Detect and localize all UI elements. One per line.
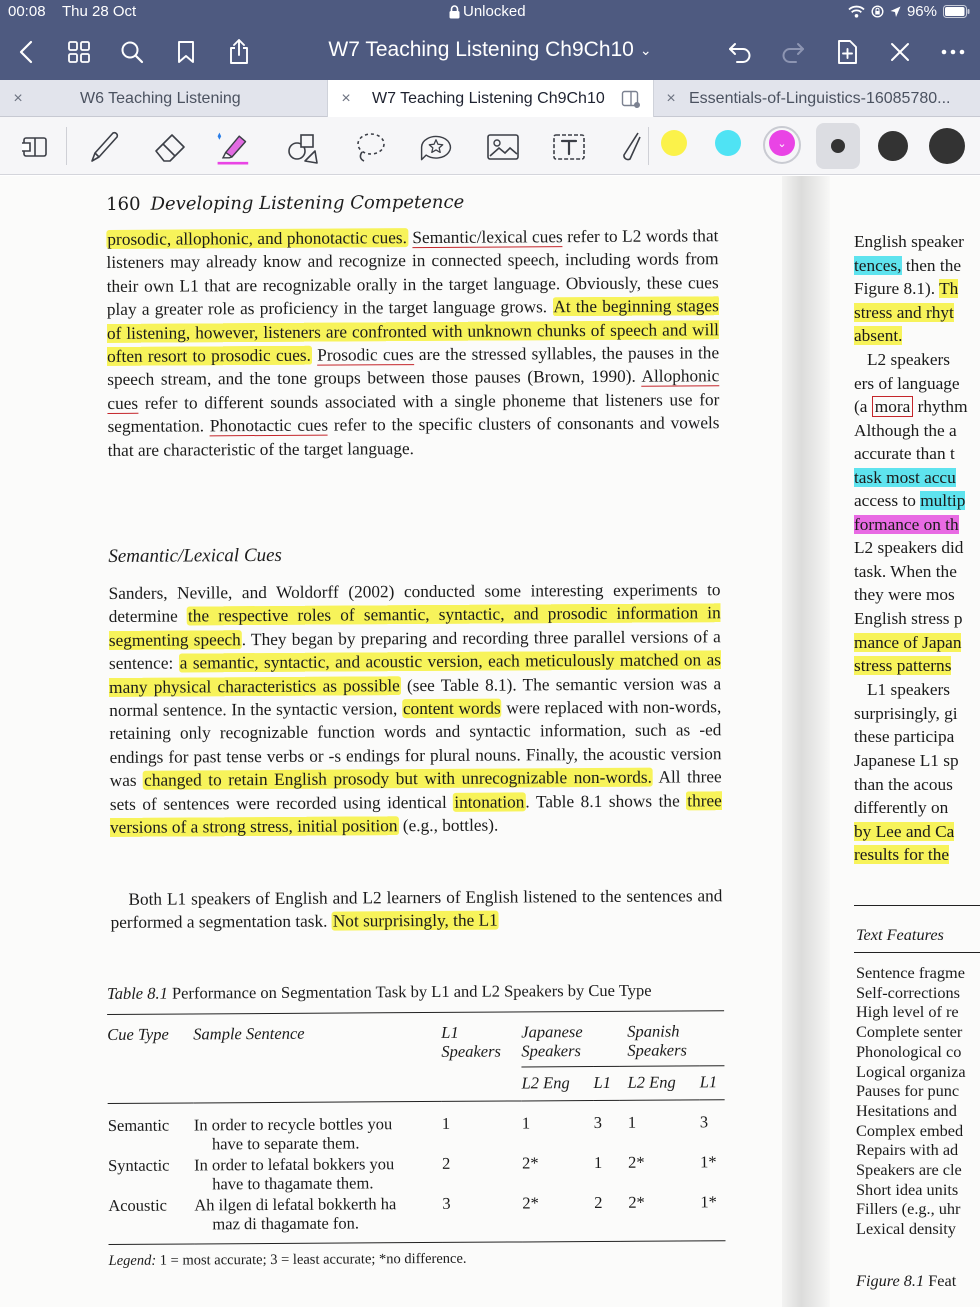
- text-features-rule: [854, 952, 980, 953]
- table-header-row: [107, 1012, 724, 1070]
- section-heading: Semantic/Lexical Cues: [108, 544, 282, 567]
- swatch-magenta[interactable]: [769, 130, 795, 156]
- right-page-line: [854, 631, 961, 654]
- highlighter-tool[interactable]: [214, 129, 250, 165]
- table-caption-text: Performance on Segmentation Task by L1 and L2 Speakers by Cue Type: [171, 980, 652, 1003]
- highlight: a semantic, syntactic, and acoustic version, each meticulously matched on as many physical characteristics as possible: [109, 650, 722, 697]
- cell-sp-l2: 2*: [628, 1193, 645, 1213]
- text-box-icon: [551, 131, 587, 163]
- header-spanish: Spanish Speakers: [619, 1012, 724, 1067]
- text-run: task. When the: [854, 562, 957, 581]
- reader-icon: [20, 134, 50, 160]
- table-body: [107, 1012, 725, 1246]
- image-icon: [486, 132, 520, 162]
- highlight: absent.: [854, 326, 903, 345]
- highlight: tences,: [854, 256, 902, 275]
- right-page-line: [854, 254, 961, 277]
- underline: Allophonic cues: [107, 366, 720, 413]
- text-feature-item: Complete senter: [856, 1022, 963, 1042]
- cell-sp-l1: 1*: [700, 1152, 717, 1172]
- header-sample: Sample Sentence: [193, 1024, 305, 1044]
- text-feature-item: Complex embed: [856, 1120, 964, 1140]
- table-row: [108, 1151, 725, 1195]
- right-page-line: [854, 678, 950, 701]
- sample-line: maz di thagamate fon.: [212, 1213, 360, 1234]
- status-date: Thu 28 Oct: [62, 3, 137, 20]
- swatch-yellow[interactable]: [661, 130, 687, 156]
- figure-label: Figure 8.1: [856, 1271, 925, 1290]
- subheader-sp-l2: L2 Eng: [627, 1072, 676, 1093]
- cell-l1: 3: [442, 1194, 451, 1214]
- cell-jp-l1: 1: [593, 1153, 603, 1173]
- cell-jp-l1: 2: [594, 1193, 603, 1213]
- text-feature-item: Self-corrections: [856, 982, 960, 1002]
- highlight: prosodic, allophonic, and phonotactic cues.: [107, 228, 407, 249]
- highlight: Th: [939, 279, 959, 298]
- document-title-text: W7 Teaching Listening Ch9Ch10: [328, 38, 634, 61]
- text-run: surprisingly, gi: [854, 704, 958, 723]
- right-page-line: [854, 466, 956, 489]
- thickness-large[interactable]: [929, 128, 965, 164]
- right-page-line: [854, 536, 963, 559]
- highlight: Not surprisingly, the L1: [332, 910, 498, 931]
- lock-icon: [449, 5, 460, 19]
- legend-label: Legend:: [108, 1253, 157, 1270]
- text-run: they were mos: [854, 585, 955, 604]
- eraser-tool[interactable]: [152, 129, 188, 165]
- more-button[interactable]: [937, 36, 969, 68]
- figure-caption: [856, 1271, 956, 1291]
- status-bar: [0, 0, 980, 24]
- text-run: Sanders, Neville, and Woldorff (2002) conducted some interesting experiments to determine: [108, 580, 721, 627]
- paragraph-experiment: [108, 578, 722, 839]
- right-page-line: [854, 513, 959, 536]
- thickness-medium[interactable]: [878, 131, 908, 161]
- page-gutter: [782, 176, 830, 1307]
- text-run: L2 speakers did: [854, 538, 964, 557]
- right-page-line: [854, 654, 951, 677]
- header-l1: L1 Speakers: [441, 1023, 501, 1062]
- battery-icon: [943, 5, 970, 18]
- text-run: . They began by preparing and recording three parallel versions of a sentence:: [108, 627, 721, 674]
- text-feature-item: Phonological co: [856, 1041, 962, 1061]
- text-features-rule: [854, 905, 980, 906]
- legend-text: 1 = most accurate; 3 = least accurate; *no difference.: [156, 1251, 467, 1270]
- underline: Phonotactic cues: [209, 415, 329, 436]
- page-number: 160: [106, 193, 141, 215]
- highlight: formance on th: [854, 515, 959, 534]
- add-page-icon: [836, 39, 858, 65]
- right-page-line: [854, 773, 953, 796]
- chevron-down-icon: ⌄: [777, 137, 787, 150]
- chevron-down-icon: ⌄: [639, 41, 652, 58]
- table-row: [108, 1191, 725, 1245]
- cell-sample: [194, 1192, 442, 1244]
- cell-sp-l2: 1: [627, 1113, 637, 1133]
- split-view-icon[interactable]: [621, 89, 641, 109]
- text-feature-item: Fillers (e.g., uhr: [856, 1199, 961, 1219]
- subheader-jp-l1: L1: [593, 1073, 611, 1093]
- swatch-cyan[interactable]: [715, 130, 741, 156]
- highlight: task most accu: [854, 468, 956, 487]
- right-page-line: [854, 419, 957, 442]
- cell-cue: Semantic: [107, 1115, 170, 1136]
- highlight: mance of Japan: [854, 633, 962, 652]
- highlight: At the beginning stages of listening, however, listeners are confronted with unknown chunks of speech and will often resort to prosodic cues.: [106, 296, 720, 366]
- right-page-line: [854, 749, 959, 772]
- cell-sample: [194, 1102, 442, 1154]
- cell-cue: Acoustic: [108, 1196, 168, 1216]
- image-tool[interactable]: [485, 129, 521, 165]
- right-page-line: [854, 442, 955, 465]
- cell-l1: 1: [441, 1114, 451, 1134]
- right-page-line: [854, 230, 964, 253]
- tab-label: W6 Teaching Listening: [80, 89, 241, 107]
- cell-jp-l1: 3: [593, 1113, 603, 1133]
- right-page-line: [854, 820, 954, 843]
- text-run: Both L1 speakers of English and L2 learners of English listened to the sentences and performed a segmentation task.: [110, 886, 723, 933]
- redo-button[interactable]: [777, 36, 809, 68]
- location-icon: [890, 6, 901, 18]
- text-run: All three sets of sentences were recorded using identical: [109, 767, 722, 814]
- right-page-line: [854, 843, 949, 866]
- text-feature-item: High level of re: [856, 1002, 959, 1022]
- highlight: changed to retain English prosody but with unrecognizable non-words.: [144, 767, 652, 790]
- text-run: accurate than t: [854, 444, 955, 463]
- tab-w7[interactable]: [327, 80, 654, 117]
- text-run: access to: [854, 491, 921, 510]
- subheader-jp-l2: L2 Eng: [521, 1073, 570, 1093]
- eraser-icon: [152, 129, 188, 165]
- table-caption: [107, 980, 724, 1004]
- table-subheader-row: [107, 1066, 724, 1104]
- sample-line: In order to recycle bottles you: [193, 1114, 393, 1135]
- highlight: by Lee and Ca: [854, 822, 955, 841]
- highlighter-icon: [214, 127, 250, 167]
- text-run: English speaker: [854, 232, 964, 251]
- cell-jp-l2: 2*: [522, 1193, 539, 1213]
- thickness-small[interactable]: [831, 139, 845, 153]
- lasso-tool[interactable]: [352, 129, 388, 165]
- table-8-1: [107, 980, 726, 1270]
- read-mode-button[interactable]: [17, 129, 53, 165]
- navigation-bar: [0, 24, 980, 80]
- cell-jp-l2: 2*: [521, 1153, 539, 1173]
- right-page-line: [854, 277, 958, 300]
- pen-tool[interactable]: [86, 129, 122, 165]
- close-icon[interactable]: ×: [341, 89, 351, 107]
- table-row: [108, 1100, 725, 1154]
- right-page-line: [854, 583, 955, 606]
- undo-button[interactable]: [724, 36, 756, 68]
- pencil-off-icon: [889, 41, 911, 63]
- running-head: [106, 192, 464, 215]
- status-right: [848, 3, 970, 20]
- cell-sample: [194, 1152, 442, 1194]
- sticker-icon: [418, 129, 454, 165]
- cell-cue: Syntactic: [107, 1155, 170, 1176]
- text-feature-item: Lexical density: [856, 1219, 956, 1239]
- text-run: (e.g., bottles).: [398, 815, 499, 836]
- sample-line: have to separate them.: [211, 1133, 360, 1154]
- text-feature-item: Sentence fragme: [856, 963, 965, 982]
- sample-line: In order to lefatal bokkers you: [193, 1154, 395, 1175]
- text-run: Figure 8.1).: [854, 279, 940, 298]
- pen-icon: [86, 129, 122, 165]
- text-run: refer to L2 words that listeners may already know and recognize in connected speech, including words from their own L1 that are recognizable orally in the target language. Obviously, these cues play a greater role as proficiency in the target language grows.: [106, 226, 719, 320]
- right-page-line: [854, 560, 957, 583]
- lock-status: [449, 3, 526, 20]
- lasso-icon: [352, 129, 388, 165]
- text-run: Japanese L1 sp: [854, 751, 959, 770]
- right-page-line: [854, 725, 954, 748]
- close-icon[interactable]: ×: [666, 89, 676, 107]
- highlight: content words: [402, 698, 501, 719]
- right-page-line: [854, 324, 902, 347]
- right-page-line: [854, 301, 954, 324]
- text-run: L2 speakers: [854, 350, 950, 369]
- text-run: . Table 8.1 shows the: [525, 791, 687, 812]
- toolbar-divider: [66, 127, 67, 165]
- document-canvas[interactable]: [0, 176, 980, 1307]
- table-legend: [109, 1250, 726, 1271]
- text-run: refer to the specific clusters of consonants and vowels that are characteristic of the target language.: [107, 413, 720, 460]
- underline: Semantic/lexical cues: [412, 227, 563, 248]
- text-run: rhythm: [913, 397, 968, 416]
- battery-percent: 96%: [906, 3, 937, 20]
- text-run: differently on: [854, 798, 949, 817]
- text-run: were replaced with non-words, retaining only recognizable function words and syntactic information, such as -ed endings for past tense verbs or -s endings for plural nouns. Finally, the acoustic version was: [109, 697, 722, 791]
- wifi-icon: [848, 5, 865, 18]
- right-page-line: [854, 395, 968, 418]
- shapes-tool[interactable]: [285, 129, 321, 165]
- close-icon[interactable]: ×: [13, 89, 23, 107]
- paragraph-results: [110, 884, 722, 935]
- undo-icon: [727, 41, 753, 63]
- highlight: the respective roles of semantic, syntactic, and prosodic information in segmenting speech: [108, 603, 721, 650]
- right-page-line: [854, 607, 963, 630]
- table-label: Table 8.1: [106, 983, 168, 1003]
- rotation-lock-icon: [871, 5, 884, 18]
- text-feature-item: Repairs with ad: [856, 1140, 959, 1160]
- right-page-line: [854, 796, 948, 819]
- highlight: three versions of a strong stress, initial position: [109, 790, 722, 838]
- text-run: are the stressed syllables, the pauses in the speech stream, and the tone groups between those pauses (Brown, 1990).: [107, 343, 720, 390]
- figure-title: Feat: [928, 1271, 957, 1290]
- tab-label: W7 Teaching Listening Ch9Ch10: [372, 89, 605, 107]
- elements-tool[interactable]: [418, 129, 454, 165]
- cell-jp-l2: 1: [521, 1113, 531, 1133]
- tab-label: Essentials-of-Linguistics-16085780...: [689, 89, 951, 107]
- text-run: L1 speakers: [854, 680, 950, 699]
- text-tool[interactable]: [551, 129, 587, 165]
- cell-sp-l2: 2*: [627, 1153, 645, 1173]
- running-title: Developing Listening Competence: [150, 191, 465, 215]
- text-feature-item: Pauses for punc: [856, 1081, 960, 1101]
- laser-pointer-icon: [618, 129, 642, 165]
- text-run: than the acous: [854, 775, 953, 794]
- redo-icon: [780, 41, 806, 63]
- right-page-line: [854, 702, 958, 725]
- sample-line: Ah ilgen di lefatal bokkerth ha: [194, 1194, 397, 1215]
- status-time: 00:08: [8, 3, 46, 20]
- text-run: ers of language: [854, 374, 960, 393]
- right-page-line: [854, 489, 965, 512]
- close-tools-button[interactable]: [884, 36, 916, 68]
- text-feature-item: Speakers are cle: [856, 1160, 962, 1179]
- more-icon: [941, 49, 965, 55]
- highlight: multip: [920, 491, 966, 510]
- text-feature-item: Hesitations and: [856, 1100, 957, 1120]
- cell-sp-l1: 1*: [700, 1192, 717, 1212]
- boxed-word: mora: [872, 396, 914, 417]
- tab-essentials[interactable]: [655, 80, 980, 117]
- text-run: these participa: [854, 727, 955, 746]
- sample-line: have to thagamate them.: [212, 1173, 374, 1194]
- tab-bar: [0, 80, 980, 117]
- paragraph-cues: [106, 224, 719, 462]
- header-cue-type: Cue Type: [107, 1024, 169, 1045]
- highlight: intonation: [454, 792, 525, 812]
- text-run: refer to different sounds associated with a single phoneme that listeners use for segmentation.: [107, 390, 720, 437]
- text-run: then the: [901, 256, 962, 275]
- add-page-button[interactable]: [831, 36, 863, 68]
- text-run: Although the a: [854, 421, 957, 440]
- right-page-line: [854, 348, 950, 371]
- highlight: stress patterns: [854, 656, 952, 675]
- text-run: (a: [854, 397, 872, 416]
- underline: Prosodic cues: [317, 345, 414, 365]
- text-feature-item: Logical organiza: [856, 1061, 966, 1081]
- laser-tool[interactable]: [612, 129, 648, 165]
- cell-l1: 2: [441, 1154, 451, 1174]
- right-page-line: [854, 372, 960, 395]
- tab-w6[interactable]: [0, 80, 326, 117]
- text-run: English stress p: [854, 609, 963, 628]
- highlight: stress and rhyt: [854, 303, 954, 322]
- text-features-heading: Text Features: [856, 925, 944, 944]
- lock-label: Unlocked: [463, 3, 526, 20]
- header-japanese: Japanese Speakers: [521, 1012, 619, 1067]
- shapes-icon: [285, 129, 321, 165]
- text-run: (see Table 8.1). The semantic version was a normal sentence. In the syntactic version,: [109, 673, 722, 720]
- subheader-sp-l1: L1: [699, 1072, 718, 1092]
- cell-sp-l1: 3: [699, 1112, 709, 1132]
- text-feature-item: Short idea units: [856, 1179, 959, 1199]
- highlight: results for the: [854, 845, 950, 864]
- toolbar-divider: [648, 127, 649, 165]
